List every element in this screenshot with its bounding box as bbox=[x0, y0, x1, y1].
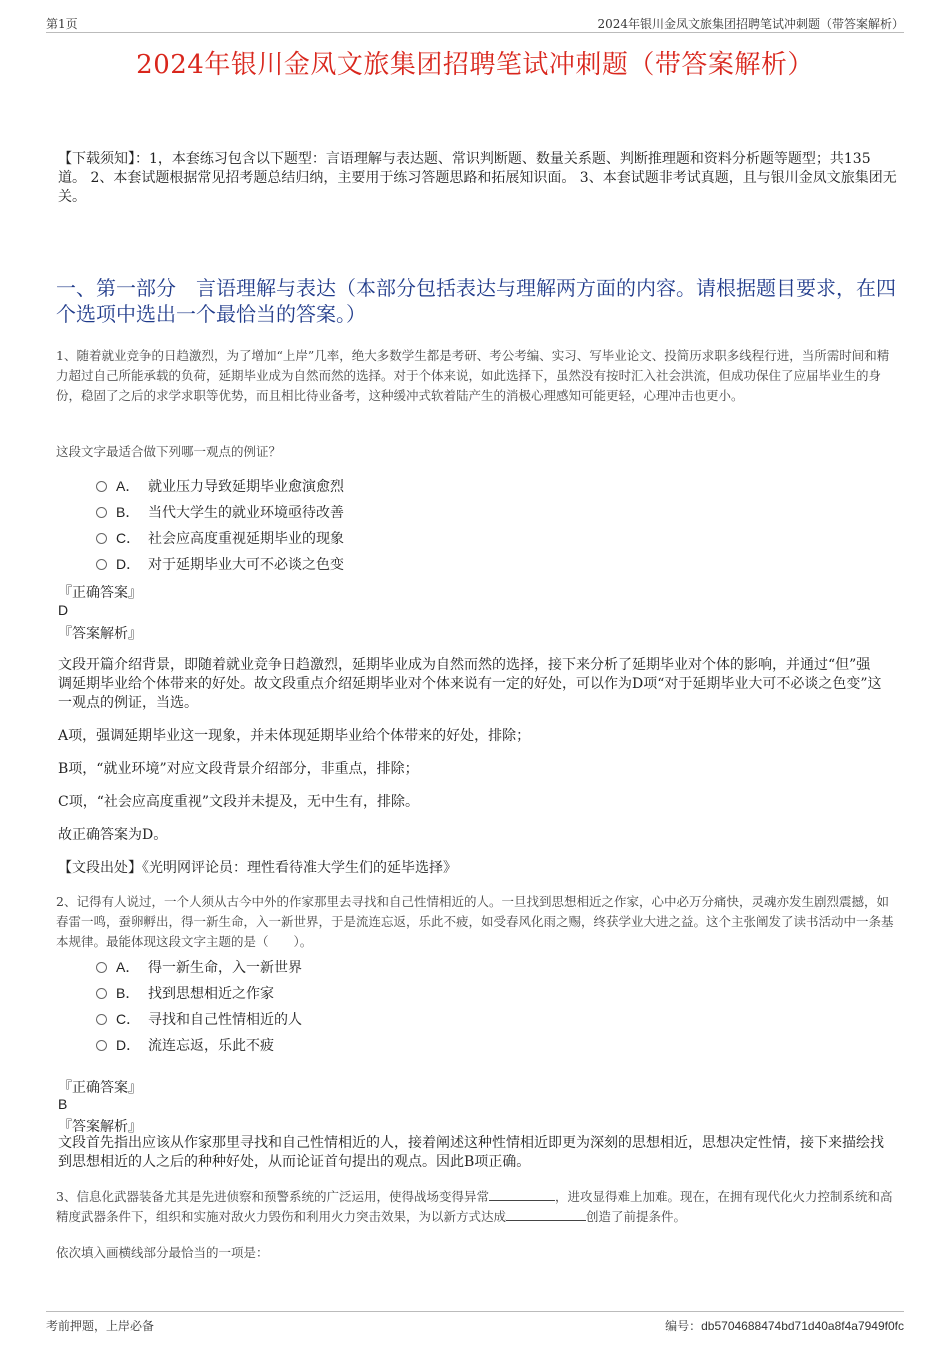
radio-icon[interactable] bbox=[96, 1014, 107, 1025]
q1-option-c[interactable] bbox=[96, 528, 344, 548]
page-header bbox=[46, 12, 904, 33]
radio-icon[interactable] bbox=[96, 962, 107, 973]
q1-analysis-conclusion: 故正确答案为D。 bbox=[58, 827, 168, 843]
option-text: 就业压力导致延期毕业愈演愈烈 bbox=[148, 479, 344, 495]
q3-text-part-1: 3、信息化武器装备尤其是先进侦察和预警系统的广泛运用，使得战场变得异常 bbox=[56, 1189, 489, 1204]
footer-code-label: 编号： bbox=[665, 1319, 702, 1333]
option-text: 社会应高度重视延期毕业的现象 bbox=[148, 531, 344, 547]
option-text: 对于延期毕业大可不必谈之色变 bbox=[148, 557, 344, 573]
option-letter: C． bbox=[116, 1011, 141, 1027]
q2-option-a[interactable] bbox=[96, 957, 302, 977]
q2-answer: B bbox=[58, 1096, 68, 1112]
q1-option-d[interactable] bbox=[96, 554, 344, 574]
option-text: 找到思想相近之作家 bbox=[148, 986, 274, 1002]
option-text: 流连忘返，乐此不疲 bbox=[148, 1038, 274, 1054]
radio-icon[interactable] bbox=[96, 988, 107, 999]
page-number: 第1页 bbox=[46, 17, 78, 31]
radio-icon[interactable] bbox=[96, 1040, 107, 1051]
option-text: 当代大学生的就业环境亟待改善 bbox=[148, 505, 344, 521]
option-text: 得一新生命，入一新世界 bbox=[148, 960, 302, 976]
question-2-text: 2、记得有人说过，一个人须从古今中外的作家那里去寻找和自己性情相近的人。一旦找到思想相近之作家，心中必万分痛快，灵魂亦发生剧烈震撼，如春雷一鸣，蚕卵孵出，得一新生命，入一新世界，于是流连忘返，乐此不疲，如受春风化雨之赐，终获学业大进之益。这个主张阐发了读书活动中一条基本规律。最能体现这段文字主题的是（ ）。 bbox=[56, 894, 894, 949]
radio-icon[interactable] bbox=[96, 481, 107, 492]
option-letter: A． bbox=[116, 959, 140, 975]
q1-source: 【文段出处】《光明网评论员：理性看待准大学生们的延毕选择》 bbox=[58, 860, 457, 876]
page-title: 2024年银川金凤文旅集团招聘笔试冲刺题（带答案解析） bbox=[136, 50, 814, 80]
q2-analysis-label: 『答案解析』 bbox=[58, 1119, 142, 1135]
option-letter: A． bbox=[116, 478, 140, 494]
option-letter: B． bbox=[116, 985, 140, 1001]
page-footer bbox=[46, 1311, 904, 1336]
footer-code-value: db5704688474bd71d40a8f4a7949f0fc bbox=[701, 1319, 904, 1333]
q2-option-c[interactable] bbox=[96, 1009, 302, 1029]
q1-analysis-c: C项，“社会应高度重视”文段并未提及，无中生有，排除。 bbox=[58, 794, 420, 810]
footer-code bbox=[665, 1317, 904, 1334]
q3-text-part-3: 创造了前提条件。 bbox=[586, 1209, 687, 1224]
radio-icon[interactable] bbox=[96, 507, 107, 518]
q2-option-b[interactable] bbox=[96, 983, 274, 1003]
fill-blank-2 bbox=[506, 1208, 586, 1221]
radio-icon[interactable] bbox=[96, 533, 107, 544]
footer-slogan: 考前押题，上岸必备 bbox=[46, 1319, 155, 1333]
q2-analysis: 文段首先指出应该从作家那里寻找和自己性情相近的人，接着阐述这种性情相近即更为深刻的思想相近，思想决定性情，接下来描绘找到思想相近的人之后的种种好处，从而论证首句提出的观点。因此B项正确。 bbox=[58, 1135, 884, 1170]
question-1-prompt: 这段文字最适合做下列哪一观点的例证？ bbox=[56, 444, 282, 459]
question-1-text: 1、随着就业竞争的日趋激烈，为了增加“上岸”几率，绝大多数学生都是考研、考公考编、实习、写毕业论文、投简历求职多线程行进，当所需时间和精力超过自己所能承载的负荷，延期毕业成为自然而然的选择。对于个体来说，如此选择下，虽然没有按时汇入社会洪流，但成功保住了应届毕业生的身份，稳固了之后的求学求职等优势，而且相比待业备考，这种缓冲式软着陆产生的消极心理感知可能更轻，心理冲击也更小。 bbox=[56, 348, 890, 403]
q1-option-b[interactable] bbox=[96, 502, 344, 522]
radio-icon[interactable] bbox=[96, 559, 107, 570]
q1-analysis-b: B项，“就业环境”对应文段背景介绍部分，非重点，排除； bbox=[58, 761, 419, 777]
q1-analysis-main: 文段开篇介绍背景，即随着就业竞争日趋激烈，延期毕业成为自然而然的选择，接下来分析了延期毕业对个体的影响，并通过“但”强调延期毕业给个体带来的好处。故文段重点介绍延期毕业对个体来说有一定的好处，可以作为D项“对于延期毕业大可不必谈之色变”这一观点的例证，当选。 bbox=[58, 657, 882, 711]
fill-blank-1 bbox=[489, 1188, 555, 1201]
q1-analysis-a: A项，强调延期毕业这一现象，并未体现延期毕业给个体带来的好处，排除； bbox=[58, 728, 531, 744]
question-3-prompt: 依次填入画横线部分最恰当的一项是： bbox=[56, 1245, 269, 1260]
q3-text-part-2: ，进攻显得难上加难。现在，在拥有现代化火力控制系统和高精度武器条件下，组织和实施对敌火力毁伤和利用火力突击效果，为以新方式达成 bbox=[56, 1189, 893, 1224]
q1-answer: D bbox=[58, 602, 69, 618]
q1-analysis-label: 『答案解析』 bbox=[58, 626, 142, 642]
section-heading: 一、第一部分 言语理解与表达（本部分包括表达与理解两方面的内容。请根据题目要求，在四个选项中选出一个最恰当的答案。） bbox=[56, 276, 896, 326]
q2-answer-label: 『正确答案』 bbox=[58, 1080, 142, 1096]
header-doc-title: 2024年银川金凤文旅集团招聘笔试冲刺题（带答案解析） bbox=[597, 17, 904, 31]
download-notice: 【下载须知】：1，本套练习包含以下题型：言语理解与表达题、常识判断题、数量关系题、判断推理题和资料分析题等题型；共135道。 2、本套试题根据常见招考题总结归纳，主要用于练习答题思路和拓展知识面。 3、本套试题非考试真题，且与银川金凤文旅集团无关。 bbox=[58, 151, 897, 205]
question-3-text bbox=[56, 1187, 896, 1227]
q1-answer-label: 『正确答案』 bbox=[58, 585, 142, 601]
option-text: 寻找和自己性情相近的人 bbox=[148, 1012, 302, 1028]
option-letter: D． bbox=[116, 1037, 141, 1053]
option-letter: D． bbox=[116, 556, 141, 572]
q2-option-d[interactable] bbox=[96, 1035, 274, 1055]
q1-option-a[interactable] bbox=[96, 476, 344, 496]
option-letter: C． bbox=[116, 530, 141, 546]
option-letter: B． bbox=[116, 504, 140, 520]
